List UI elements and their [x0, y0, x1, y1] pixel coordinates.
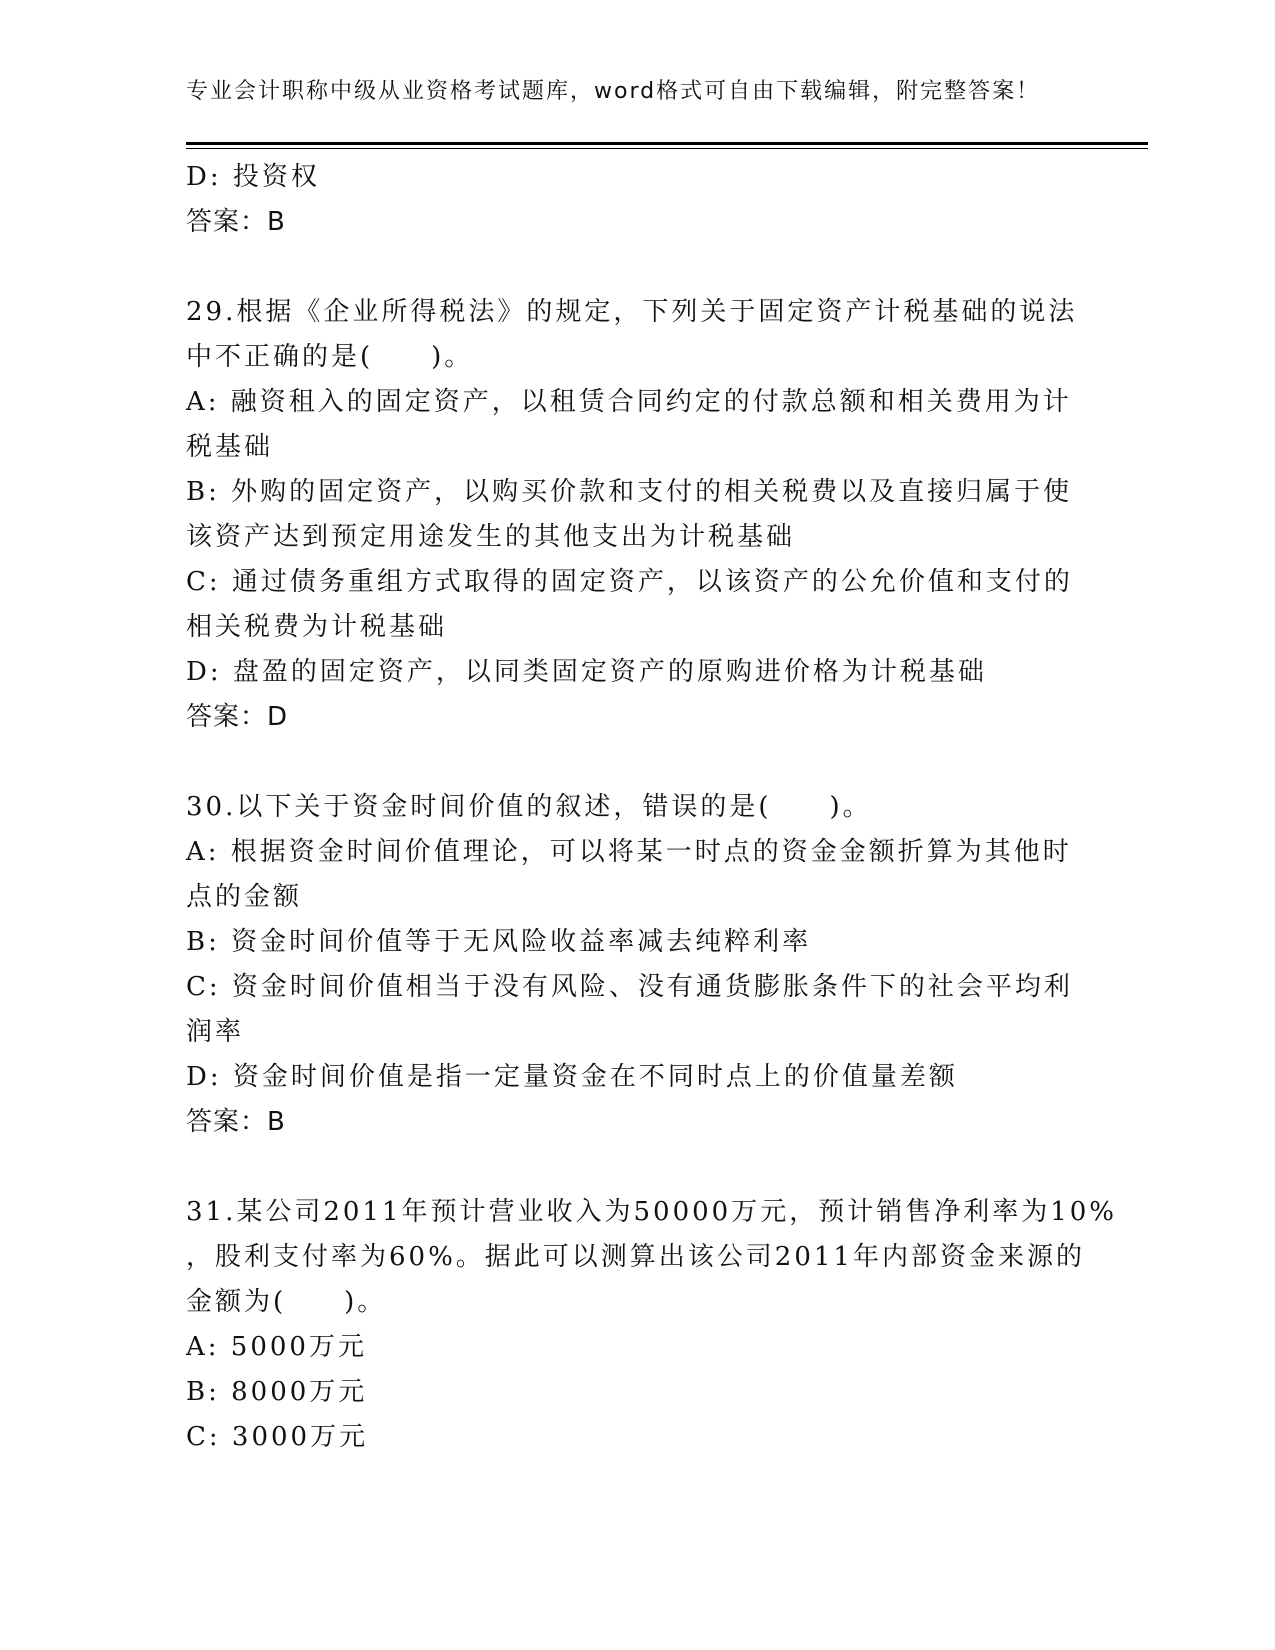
- option-line: C: 资金时间价值相当于没有风险、没有通货膨胀条件下的社会平均利: [186, 972, 1073, 1002]
- option-line: 润率: [186, 1017, 245, 1047]
- header-rule-thick: [186, 142, 1148, 145]
- answer-line: 答案：D: [186, 702, 289, 732]
- question-29: [186, 290, 1078, 740]
- option-line: 点的金额: [186, 882, 303, 912]
- answer-line: 答案：B: [186, 1107, 286, 1137]
- prev-question-tail: [186, 155, 1066, 245]
- question-line: 30.以下关于资金时间价值的叙述，错误的是( )。: [186, 792, 872, 822]
- question-31: [186, 1190, 1118, 1460]
- option-line: A: 根据资金时间价值理论，可以将某一时点的资金金额折算为其他时: [186, 837, 1072, 867]
- option-line: 该资产达到预定用途发生的其他支出为计税基础: [186, 522, 796, 552]
- question-line: 29.根据《企业所得税法》的规定，下列关于固定资产计税基础的说法: [186, 297, 1078, 327]
- option-line: D: 盘盈的固定资产，以同类固定资产的原购进价格为计税基础: [186, 657, 987, 687]
- question-line: 中不正确的是( )。: [186, 342, 474, 372]
- answer-line: 答案：B: [186, 207, 286, 237]
- option-line: C: 3000万元: [186, 1422, 369, 1452]
- option-line: B: 8000万元: [186, 1377, 368, 1407]
- option-line: 相关税费为计税基础: [186, 612, 448, 642]
- page-header: 专业会计职称中级从业资格考试题库，word格式可自由下载编辑，附完整答案！: [186, 79, 1041, 104]
- question-line: ，股利支付率为60%。据此可以测算出该公司2011年内部资金来源的: [186, 1242, 1085, 1272]
- question-30: [186, 785, 1073, 1145]
- header-rule-thin: [186, 148, 1148, 149]
- option-line: D: 资金时间价值是指一定量资金在不同时点上的价值量差额: [186, 1062, 958, 1092]
- document-body: [186, 155, 1118, 1460]
- option-line: 税基础: [186, 432, 274, 462]
- option-line: D: 投资权: [186, 162, 320, 192]
- option-line: B: 外购的固定资产，以购买价款和支付的相关税费以及直接归属于使: [186, 477, 1073, 507]
- option-line: B: 资金时间价值等于无风险收益率减去纯粹利率: [186, 927, 812, 957]
- option-line: A: 融资租入的固定资产，以租赁合同约定的付款总额和相关费用为计: [186, 387, 1072, 417]
- option-line: A: 5000万元: [186, 1332, 367, 1362]
- question-line: 31.某公司2011年预计营业收入为50000万元，预计销售净利率为10%: [186, 1197, 1118, 1227]
- option-line: C: 通过债务重组方式取得的固定资产，以该资产的公允价值和支付的: [186, 567, 1073, 597]
- question-line: 金额为( )。: [186, 1287, 387, 1317]
